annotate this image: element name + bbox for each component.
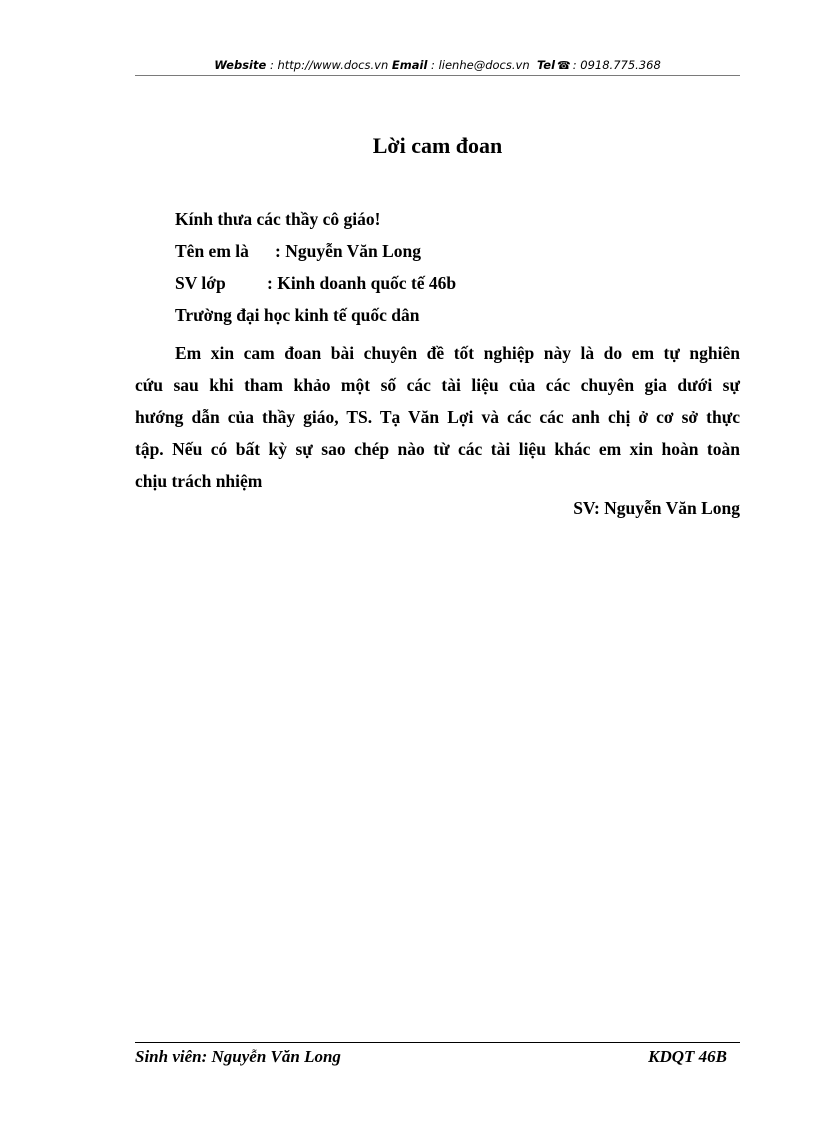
- name-value: : Nguyễn Văn Long: [275, 241, 422, 261]
- footer-student-name: Sinh viên: Nguyễn Văn Long: [135, 1047, 341, 1066]
- school-line: Trường đại học kinh tế quốc dân: [175, 305, 420, 325]
- name-line: [175, 239, 421, 263]
- greeting-line: Kính thưa các thầy cô giáo!: [175, 209, 381, 229]
- footer-divider: [135, 1042, 740, 1043]
- class-label: SV lớp: [175, 273, 226, 293]
- website-separator: :: [266, 58, 278, 72]
- email-value: lienhe@docs.vn: [438, 58, 530, 72]
- signature: SV: Nguyễn Văn Long: [573, 498, 740, 518]
- name-label: Tên em là: [175, 241, 249, 261]
- website-url: http://www.docs.vn: [277, 58, 389, 72]
- paragraph-line: cứu sau khi tham khảo một số các tài liệu của các chuyên gia dưới sự: [135, 375, 740, 395]
- tel-value: : 0918.775.368: [572, 58, 661, 72]
- declaration-paragraph: [135, 337, 740, 497]
- paragraph-line: Em xin cam đoan bài chuyên đề tốt nghiệp này là do em tự nghiên: [175, 343, 740, 363]
- phone-icon: ☎: [557, 59, 571, 72]
- email-separator: :: [427, 58, 439, 72]
- page-header: [135, 57, 740, 75]
- website-label: Website: [214, 58, 267, 72]
- tel-label: Tel: [536, 58, 556, 72]
- paragraph-line: tập. Nếu có bất kỳ sự sao chép nào từ các tài liệu khác em xin hoàn toàn: [135, 439, 740, 459]
- paragraph-line: hướng dẫn của thầy giáo, TS. Tạ Văn Lợi và các các anh chị ở cơ sở thực: [135, 407, 740, 427]
- class-line: [175, 271, 456, 295]
- email-label: Email: [391, 58, 428, 72]
- footer-class-code: KDQT 46B: [648, 1047, 727, 1066]
- paragraph-line: chịu trách nhiệm: [135, 471, 263, 491]
- page-title: Lời cam đoan: [372, 133, 503, 158]
- header-divider: [135, 75, 740, 76]
- class-value: : Kinh doanh quốc tế 46b: [267, 273, 457, 293]
